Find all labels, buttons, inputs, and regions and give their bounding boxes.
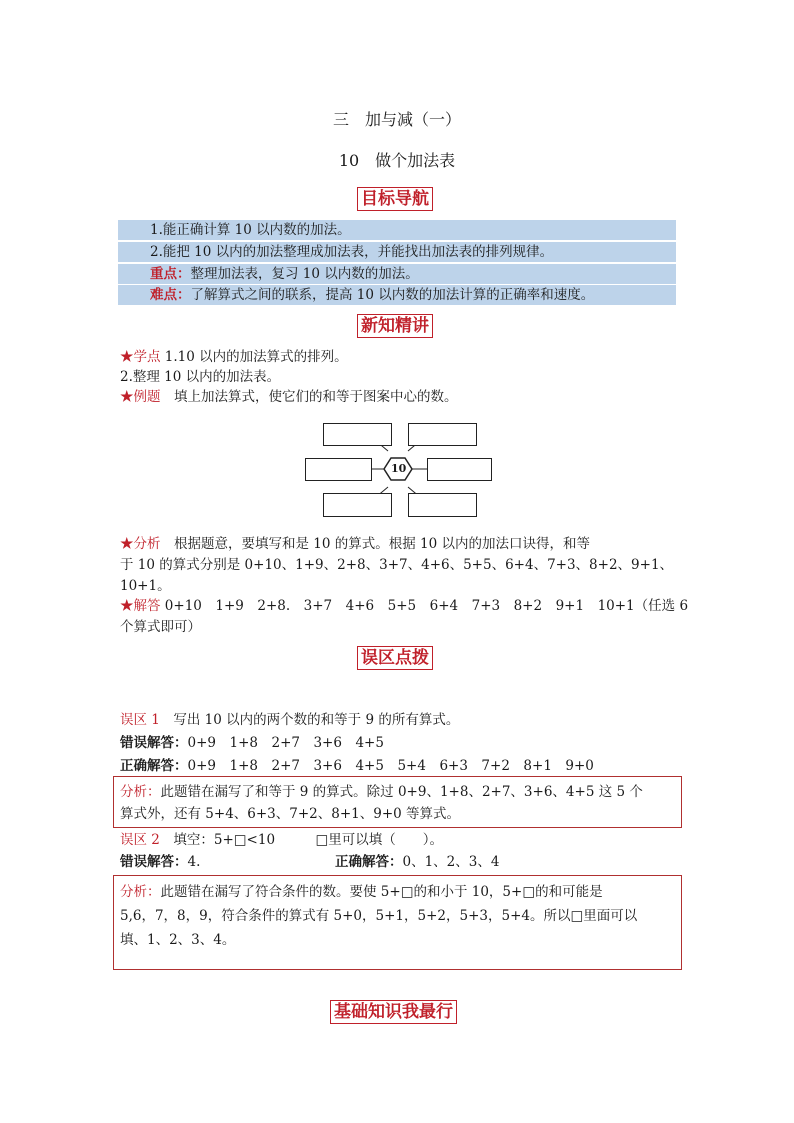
mistake-1-analysis-label: 分析： bbox=[120, 784, 161, 800]
mistake-2-analysis-label: 分析： bbox=[120, 884, 161, 900]
goal-line-1 bbox=[118, 220, 676, 240]
lesson-title: 10 做个加法表 bbox=[338, 151, 456, 170]
answer-box-mid-right[interactable] bbox=[427, 458, 492, 481]
mistake-2-question-text: 填空：5+□<10 □里可以填（ ）。 bbox=[159, 832, 444, 848]
goal-line-2-text: 2.能把 10 以内的加法整理成加法表，并能找出加法表的排列规律。 bbox=[150, 244, 554, 260]
section-new-knowledge: 新知精讲 bbox=[357, 314, 433, 338]
mistake-2-right-text: 0、1、2、3、4 bbox=[402, 854, 500, 870]
mistake-2-wrong-label: 错误解答： bbox=[120, 854, 188, 870]
analysis-line-1 bbox=[120, 534, 590, 554]
example-label: ★例题 bbox=[120, 389, 161, 405]
section-mistakes: 误区点拨 bbox=[357, 646, 433, 670]
goal-difficult bbox=[118, 285, 676, 305]
mistake-1-label: 误区 1 bbox=[120, 712, 160, 728]
analysis-line-2: 于 10 的算式分别是 0+10、1+9、2+8、3+7、4+6、5+5、6+4、7+3、8+2、9+1、 bbox=[120, 557, 674, 573]
mistake-2-analysis-line-1 bbox=[120, 880, 603, 904]
answer-line-1 bbox=[120, 596, 688, 616]
answer-box-bottom-left[interactable] bbox=[323, 493, 392, 517]
analysis-line-3: 10+1。 bbox=[120, 578, 171, 594]
answer-box-mid-left[interactable] bbox=[305, 458, 372, 481]
mistake-2-wrong-text: 4. bbox=[187, 854, 201, 870]
example-text: 填上加法算式，使它们的和等于图案中心的数。 bbox=[160, 389, 458, 405]
goal-difficult-label: 难点： bbox=[150, 287, 191, 303]
goal-key bbox=[118, 264, 676, 284]
goal-line-1-text: 1.能正确计算 10 以内数的加法。 bbox=[150, 222, 351, 238]
mistake-1-analysis-line-2: 算式外，还有 5+4、6+3、7+2、8+1、9+0 等算式。 bbox=[120, 806, 461, 822]
section-goal-nav: 目标导航 bbox=[357, 187, 433, 211]
mistake-2-analysis-box bbox=[113, 875, 682, 970]
mistake-2-question bbox=[120, 830, 443, 850]
mistake-1-wrong bbox=[120, 733, 384, 753]
mistake-1-wrong-text: 0+9 1+8 2+7 3+6 4+5 bbox=[187, 735, 384, 751]
mistake-1-analysis-line-1 bbox=[120, 781, 643, 803]
mistake-2-analysis-text-1: 此题错在漏写了符合条件的数。要使 5+□的和小于 10，5+□的和可能是 bbox=[160, 884, 603, 900]
center-number: 10 bbox=[391, 462, 407, 475]
section-basics: 基础知识我最行 bbox=[330, 1000, 457, 1024]
answer-line-2: 个算式即可） bbox=[120, 619, 201, 635]
mistake-2-analysis-line-3: 填、1、2、3、4。 bbox=[120, 932, 236, 948]
answer-box-top-left[interactable] bbox=[323, 423, 392, 446]
study-point-label: ★学点 bbox=[120, 349, 161, 365]
mistake-1-right-label: 正确解答： bbox=[120, 758, 188, 774]
mistake-1-question bbox=[120, 710, 459, 730]
study-point-text: 1.10 以内的加法算式的排列。 bbox=[160, 349, 348, 365]
mistake-1-analysis-box bbox=[113, 776, 682, 828]
goal-key-label: 重点： bbox=[150, 266, 191, 282]
mistake-1-analysis-text-1: 此题错在漏写了和等于 9 的算式。除过 0+9、1+8、2+7、3+6、4+5 这 5 个 bbox=[160, 784, 643, 800]
study-point-2: 2.整理 10 以内的加法表。 bbox=[120, 369, 281, 385]
answer-text-1: 0+10 1+9 2+8. 3+7 4+6 5+5 6+4 7+3 8+2 9+1 10+1（任选 6 bbox=[160, 598, 689, 614]
mistake-2-analysis-line-2: 5,6，7，8，9，符合条件的算式有 5+0，5+1，5+2，5+3，5+4。所以□里面可以 bbox=[120, 908, 638, 924]
answer-box-top-right[interactable] bbox=[408, 423, 477, 446]
mistake-2-label: 误区 2 bbox=[120, 832, 160, 848]
answer-box-bottom-right[interactable] bbox=[408, 493, 477, 517]
example bbox=[120, 387, 458, 407]
mistake-1-right-text: 0+9 1+8 2+7 3+6 4+5 5+4 6+3 7+2 8+1 9+0 bbox=[187, 758, 594, 774]
mistake-1-right bbox=[120, 756, 594, 776]
goal-difficult-text: 了解算式之间的联系，提高 10 以内数的加法计算的正确率和速度。 bbox=[190, 287, 595, 303]
goal-key-text: 整理加法表，复习 10 以内数的加法。 bbox=[190, 266, 419, 282]
mistake-1-wrong-label: 错误解答： bbox=[120, 735, 188, 751]
study-point bbox=[120, 347, 348, 367]
mistake-2-right bbox=[335, 852, 499, 872]
mistake-1-question-text: 写出 10 以内的两个数的和等于 9 的所有算式。 bbox=[159, 712, 460, 728]
goal-line-2 bbox=[118, 242, 676, 262]
analysis-label: ★分析 bbox=[120, 536, 161, 552]
mistake-2-right-label: 正确解答： bbox=[335, 854, 403, 870]
mistake-2-wrong bbox=[120, 852, 200, 872]
analysis-text-1: 根据题意，要填写和是 10 的算式。根据 10 以内的加法口诀得，和等 bbox=[160, 536, 591, 552]
answer-label: ★解答 bbox=[120, 598, 161, 614]
unit-title: 三 加与减（一） bbox=[332, 110, 461, 129]
